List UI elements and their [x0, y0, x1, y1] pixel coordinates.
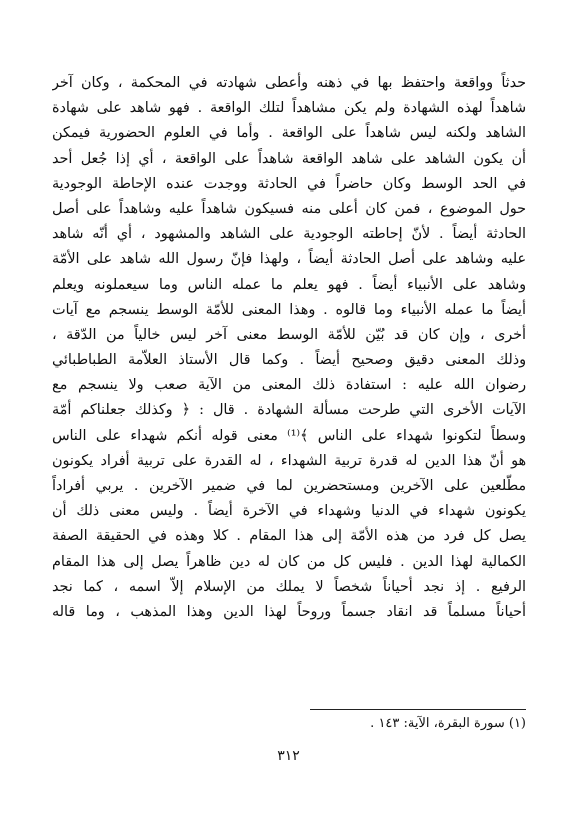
text-line-13: رضوان الله عليه : استفادة ذلك المعنى من الآية صعب ولا ينسجم مع	[52, 377, 526, 394]
text-line-14: الآيات الأخرى التي طرحت مسألة الشهادة . قال : ﴿ وكذلك جعلناكم أمّة	[52, 402, 526, 419]
text-line-5: في الحد الوسط وكان حاضراً في الحادثة ووجدت عنده الإحاطة الوجودية	[52, 175, 526, 192]
main-text	[52, 71, 526, 625]
text-line-2: شاهداً لهذه الشهادة ولم يكن مشاهداً لتلك الواقعة . فهو شاهد على شهادة	[52, 100, 526, 117]
text-line-18: يكونون شهداء في الدنيا وشهداء في الآخرة أيضاً . وليس معنى ذلك أن	[52, 503, 526, 520]
text-line-15: وسطاً لتكونوا شهداء على الناس ﴾⁽¹⁾ معنى قوله أنكم شهداء على الناس	[52, 427, 526, 444]
text-line-19: يصل كل فرد من هذه الأمّة إلى هذا المقام . كلا وهذه في الحقيقة الصفة	[52, 528, 526, 545]
text-line-1: حدثاً وواقعة واحتفظ بها في ذهنه وأعطى شهادته في المحكمة ، وكان آخر	[52, 75, 526, 91]
footnote-divider	[310, 709, 526, 710]
text-line-21: الرفيع . إذ نجد أحياناً شخصاً لا يملك من الإسلام إلاّ اسمه ، كما نجد	[52, 578, 526, 595]
text-line-20: الكمالية لهذا الدين . فليس كل من كان له دين ظاهراً يصل إلى هذا المقام	[52, 553, 526, 570]
text-line-17: مطّلعين على الآخرين ومستحضرين لما في ضمير الآخرين . يربي أفراداً	[52, 478, 526, 494]
page-number: ٣١٢	[277, 748, 300, 764]
text-line-12: وذلك المعنى دقيق وصحيح أيضاً . وكما قال الأستاذ العلاّمة الطباطبائي	[52, 352, 526, 369]
text-line-22: أحياناً مسلماً قد انقاد جسماً وروحاً لهذا الدين وهذا المذهب ، وما قاله	[52, 603, 526, 620]
text-line-6: حول الموضوع ، فمن كان أعلى منه فسيكون شاهداً عليه وشاهداً على أصل	[52, 200, 526, 217]
text-line-16: هو أنّ هذا الدين له قدرة تربية الشهداء ، له القدرة على تربية أفراد يكونون	[52, 452, 526, 469]
text-line-9: وشاهد على الأنبياء أيضاً . فهو يعلم ما عمله الناس وما سيعملونه ويعلم	[52, 276, 526, 293]
footnote: (١) سورة البقرة، الآية: ١٤٣ .	[370, 716, 526, 731]
text-line-3: الشاهد ولكنه ليس شاهداً على الواقعة . وأما في العلوم الحضورية فيمكن	[52, 125, 526, 142]
text-line-8: عليه وشاهد على أصل الحادثة أيضاً ، ولهذا فإنّ رسول الله شاهد على الأمّة	[52, 251, 526, 268]
text-line-11: أخرى ، وإن كان قد بُيّن للأمّة الوسط معنى آخر ليس خالياً من الدّقة ،	[52, 326, 526, 343]
text-line-4: أن يكون الشاهد على شاهد الواقعة شاهداً على الواقعة ، أي إذا جُعل أحد	[52, 150, 526, 167]
text-line-10: أيضاً ما عمله الأنبياء وما قالوه . وهذا المعنى للأمّة الوسط ينسجم مع آيات	[52, 301, 526, 318]
text-line-7: الحادثة أيضاً . لأنّ إحاطته الوجودية على الشاهد والمشهود ، أي أنّه شاهد	[52, 226, 526, 243]
